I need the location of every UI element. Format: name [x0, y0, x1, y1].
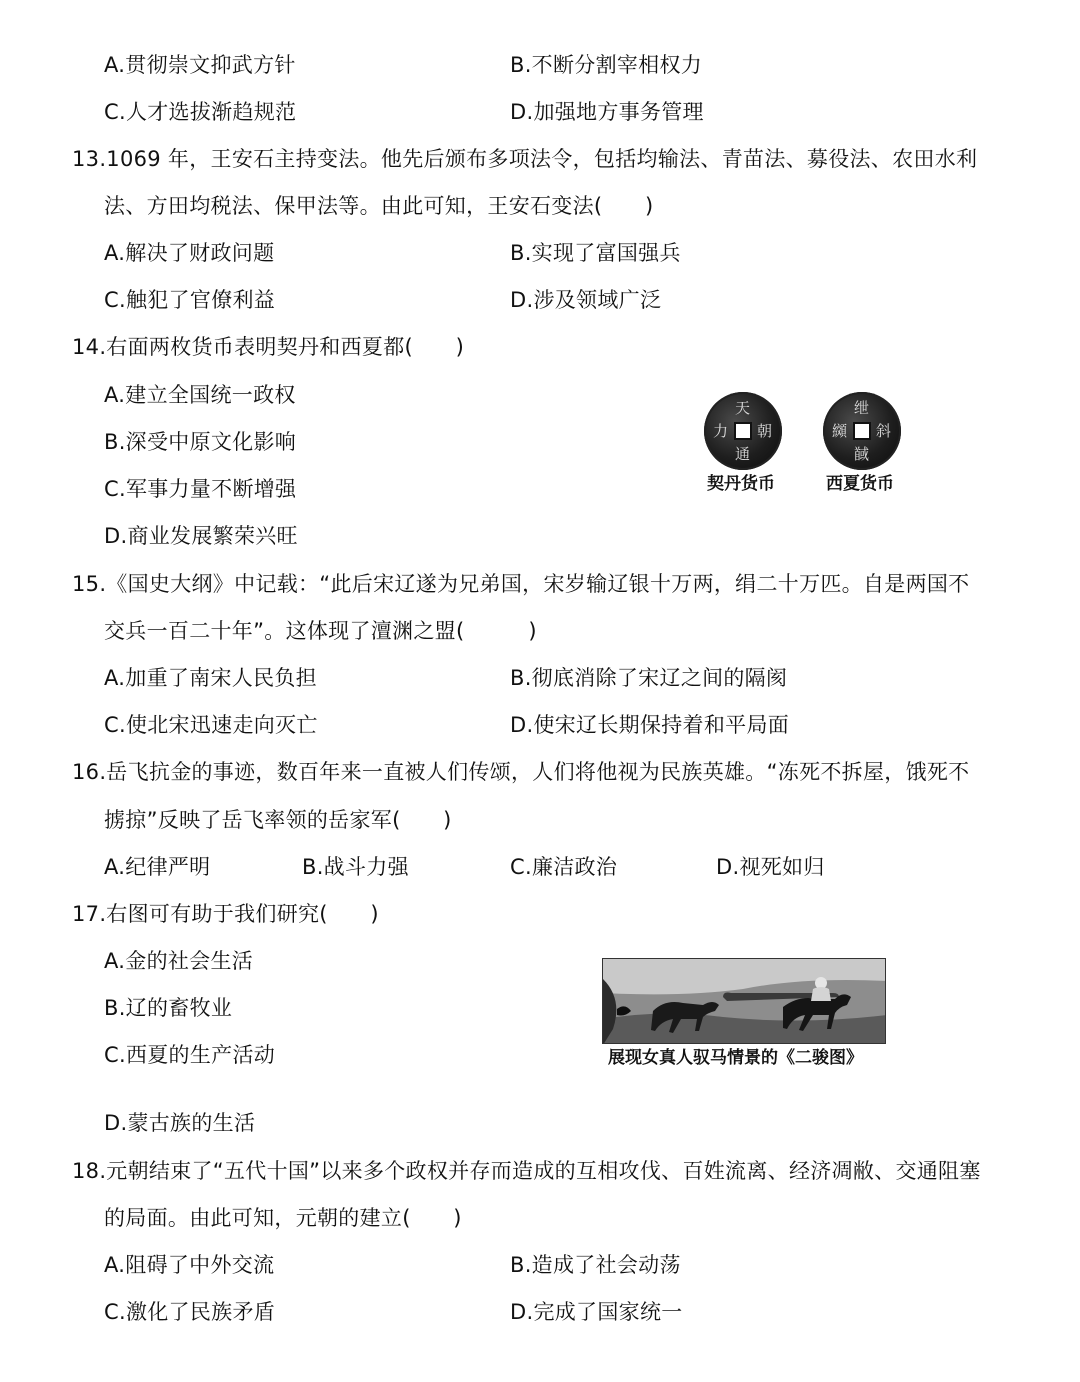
q18-option-d: D.完成了国家统一: [510, 1300, 683, 1324]
q17-option-a: A.金的社会生活: [104, 949, 254, 973]
q12-option-b: B.不断分割宰相权力: [510, 53, 703, 77]
q13-stem-line1: 13.1069 年，王安石主持变法。他先后颁布多项法令，包括均输法、青苗法、募役法、农田水利: [72, 147, 978, 171]
q17-stem: 17.右图可有助于我们研究( ): [72, 902, 379, 926]
q16-stem-line1: 16.岳飞抗金的事迹，数百年来一直被人们传颂，人们将他视为民族英雄。“冻死不拆屋，饿死不: [72, 760, 970, 784]
khitan-coin-caption: 契丹货币: [707, 474, 775, 494]
q18-stem-line2: 的局面。由此可知，元朝的建立( ): [104, 1206, 462, 1230]
q14-option-d: D.商业发展繁荣兴旺: [104, 524, 298, 548]
q16-option-c: C.廉洁政治: [510, 855, 618, 879]
two-horses-painting-image: [602, 958, 886, 1044]
q17-option-c: C.西夏的生产活动: [104, 1043, 276, 1067]
q18-option-a: A.阻碍了中外交流: [104, 1253, 275, 1277]
q12-option-a: A.贯彻崇文抑武方针: [104, 53, 296, 77]
q13-option-d: D.涉及领域广泛: [510, 288, 662, 312]
western-xia-coin-image: 绁 斜 馘 纐: [823, 392, 901, 470]
q16-option-b: B.战斗力强: [302, 855, 409, 879]
q14-option-c: C.军事力量不断增强: [104, 477, 297, 501]
q15-option-a: A.加重了南宋人民负担: [104, 666, 317, 690]
q16-option-d: D.视死如归: [716, 855, 825, 879]
q15-option-c: C.使北宋迅速走向灭亡: [104, 713, 318, 737]
q17-option-b: B.辽的畜牧业: [104, 996, 233, 1020]
q16-stem-line2: 掳掠”反映了岳飞率领的岳家军( ): [104, 808, 452, 832]
q12-option-c: C.人才选拔渐趋规范: [104, 100, 297, 124]
q13-stem-line2: 法、方田均税法、保甲法等。由此可知，王安石变法( ): [104, 194, 654, 218]
q13-option-c: C.触犯了官僚利益: [104, 288, 276, 312]
western-xia-coin-caption: 西夏货币: [826, 474, 894, 494]
q18-option-c: C.激化了民族矛盾: [104, 1300, 276, 1324]
q15-stem-line2: 交兵一百二十年”。这体现了澶渊之盟( ): [104, 619, 537, 643]
q16-option-a: A.纪律严明: [104, 855, 211, 879]
q15-option-b: B.彻底消除了宋辽之间的隔阂: [510, 666, 788, 690]
q13-option-a: A.解决了财政问题: [104, 241, 275, 265]
khitan-coin-image: 天 朝 通 力: [704, 392, 782, 470]
q17-option-d: D.蒙古族的生活: [104, 1111, 256, 1135]
q12-option-d: D.加强地方事务管理: [510, 100, 704, 124]
q14-option-a: A.建立全国统一政权: [104, 383, 296, 407]
q14-option-b: B.深受中原文化影响: [104, 430, 297, 454]
q13-option-b: B.实现了富国强兵: [510, 241, 681, 265]
two-horses-painting-caption: 展现女真人驭马情景的《二骏图》: [608, 1048, 863, 1068]
q15-option-d: D.使宋辽长期保持着和平局面: [510, 713, 790, 737]
q15-stem-line1: 15.《国史大纲》中记载：“此后宋辽遂为兄弟国，宋岁输辽银十万两，绢二十万匹。自是两国不: [72, 572, 970, 596]
q14-stem: 14.右面两枚货币表明契丹和西夏都( ): [72, 335, 465, 359]
q18-stem-line1: 18.元朝结束了“五代十国”以来多个政权并存而造成的互相攻伐、百姓流离、经济凋敝、交通阻塞: [72, 1159, 981, 1183]
q18-option-b: B.造成了社会动荡: [510, 1253, 681, 1277]
